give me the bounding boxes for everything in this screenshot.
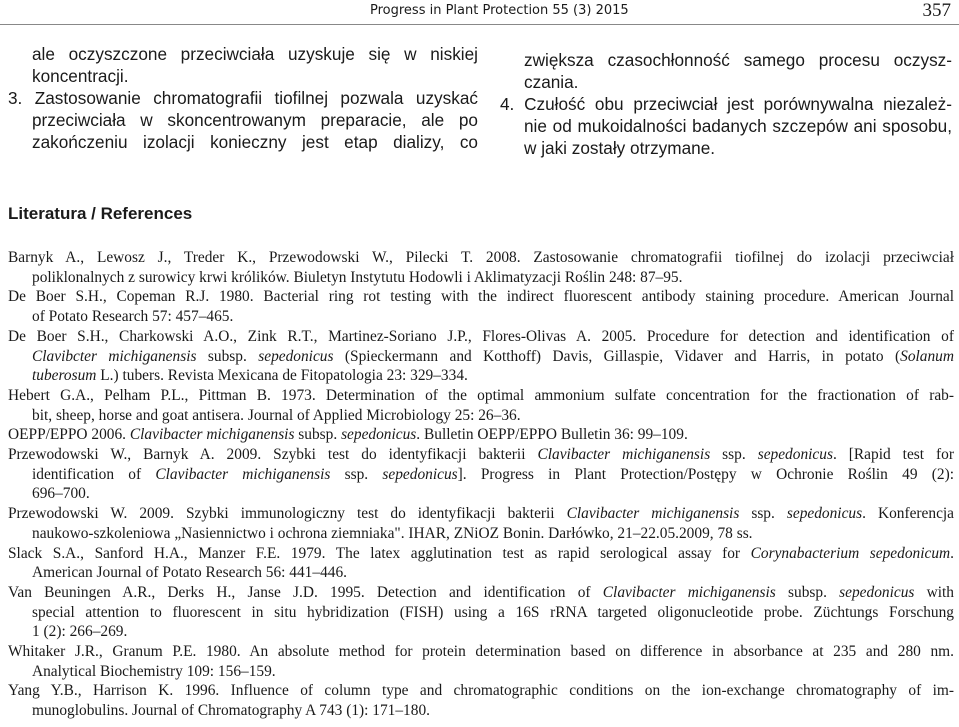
text-run: Slack S.A., Sanford H.A., Manzer F.E. 1979. The latex agglutination test as rapid serological assay for: [8, 544, 751, 562]
text-run: . Konferencja: [862, 505, 955, 523]
reference-line: [8, 465, 954, 485]
page-number: 357: [922, 0, 951, 21]
species-name: Solanum: [900, 347, 954, 365]
species-name: Clavibacter michiganensis: [602, 583, 776, 601]
text-run: subsp.: [196, 347, 259, 365]
text-run: with: [914, 583, 954, 601]
text-run: ssp.: [330, 465, 383, 483]
text-run: (Spieckermann and Kotthoff) Davis, Gillaspie, Vidaver and Harris, in potato (: [333, 347, 901, 365]
reference-line: Analytical Biochemistry 109: 156–159.: [32, 662, 276, 680]
reference-line: of Potato Research 57: 457–465.: [32, 308, 234, 326]
conclusions-left-column: [8, 43, 478, 153]
reference-line: [8, 445, 954, 465]
reference-line: [8, 504, 954, 524]
text-line: zakończeniu izolacji konieczny jest etap dializy, co: [32, 132, 478, 152]
text-run: ssp.: [710, 446, 758, 464]
text-run: subsp.: [775, 583, 840, 601]
reference-line: poliklonalnych z surowicy krwi królików. Biuletyn Instytutu Hodowli i Aklimatyzacji Roślin 248: 87–95.: [32, 268, 683, 286]
species-name: sepedonicus: [341, 426, 417, 444]
text-run: L.) tubers. Revista Mexicana de Fitopatologia 23: 329–334.: [96, 367, 468, 385]
species-name: Clavibacter michiganensis: [155, 465, 331, 483]
text-line: w jaki zostały otrzymane.: [524, 138, 716, 158]
reference-line: American Journal of Potato Research 56: 441–446.: [32, 564, 348, 582]
reference-line: munoglobulins. Journal of Chromatography A 743 (1): 171–180.: [32, 702, 430, 720]
reference-line: De Boer S.H., Copeman R.J. 1980. Bacterial ring rot testing with the indirect fluorescent antibody staining procedure. American Journal: [8, 288, 954, 306]
species-name: tuberosum: [32, 367, 97, 385]
text-run: Przewodowski W. 2009. Szybki immunologiczny test do identyfikacji bakterii: [8, 505, 567, 523]
species-name: sepedonicus: [786, 505, 863, 523]
references-heading: Literatura / References: [8, 204, 193, 223]
reference-line: [8, 544, 954, 564]
species-name: Clavibcter michiganensis: [32, 347, 197, 365]
species-name: Corynabacterium sepedonicum: [750, 544, 951, 562]
journal-title: Progress in Plant Protection 55 (3) 2015: [370, 3, 629, 18]
text-run: Przewodowski W., Barnyk A. 2009. Szybki test do identyfikacji bakterii: [8, 446, 538, 464]
reference-line: [8, 425, 954, 445]
text-run: . Bulletin OEPP/EPPO Bulletin 36: 99–109.: [416, 426, 688, 444]
text-line: przeciwciała w skoncentrowanym preparacie, ale po: [32, 110, 478, 130]
text-run: . [Rapid test for: [832, 446, 954, 464]
header-rule: [0, 24, 959, 25]
species-name: sepedonicus: [839, 583, 915, 601]
reference-line: Yang Y.B., Harrison K. 1996. Influence of column type and chromatographic conditions on the ion-exchange chromatography of im-: [8, 682, 954, 700]
reference-line: naukowo-szkoleniowa „Nasiennictwo i ochrona ziemniaka". IHAR, ZNiOZ Bonin. Darłówko, 21–22.05.2009, 78 ss.: [32, 524, 753, 542]
reference-line: special attention to fluorescent in situ hybridization (FISH) using a 16S rRNA targeted oligonucleotide probe. Züchtungs Forschung: [32, 603, 954, 621]
reference-line: Whitaker J.R., Granum P.E. 1980. An absolute method for protein determination based on difference in absorbance at 235 and 280 nm.: [8, 643, 954, 661]
text-line: zwiększa czasochłonność samego procesu oczysz-: [524, 50, 952, 70]
text-line: nie od mukoidalności badanych szczepów ani sposobu,: [524, 116, 952, 136]
text-run: ssp.: [739, 505, 787, 523]
text-line: 3. Zastosowanie chromatografii tiofilnej pozwala uzyskać: [8, 88, 478, 108]
text-run: .: [950, 544, 954, 562]
species-name: Clavibacter michiganensis: [566, 505, 740, 523]
text-run: OEPP/EPPO 2006.: [8, 426, 130, 444]
reference-line: [8, 583, 954, 603]
species-name: sepedonicus: [382, 465, 458, 483]
conclusions-right-column: [500, 49, 952, 159]
species-name: sepedonicus: [757, 446, 833, 464]
text-line: ale oczyszczone przeciwciała uzyskuje się w niskiej: [32, 44, 478, 64]
species-name: Clavibacter michiganensis: [537, 446, 711, 464]
reference-line: 696–700.: [32, 485, 90, 503]
reference-line: Hebert G.A., Pelham P.L., Pittman B. 1973. Determination of the optimal ammonium sulfate concentration for the fractionation of rab-: [8, 386, 954, 404]
species-name: sepedonicus: [258, 347, 334, 365]
reference-line: Barnyk A., Lewosz J., Treder K., Przewodowski W., Pilecki T. 2008. Zastosowanie chromatografii tiofilnej do izolacji przeciwciał: [8, 249, 954, 266]
text-line: czania.: [524, 72, 579, 92]
text-run: Van Beuningen A.R., Derks H., Janse J.D. 1995. Detection and identification of: [8, 583, 603, 601]
species-name: Clavibacter michiganensis: [129, 426, 295, 444]
reference-line: [8, 366, 954, 386]
text-run: ]. Progress in Plant Protection/Postępy w Ochronie Roślin 49 (2):: [457, 465, 954, 483]
reference-line: De Boer S.H., Charkowski A.O., Zink R.T., Martinez-Soriano J.P., Flores-Olivas A. 2005. Procedure for detection and identification of: [8, 327, 954, 345]
reference-line: bit, sheep, horse and goat antisera. Journal of Applied Microbiology 25: 26–36.: [32, 406, 521, 424]
text-run: identification of: [32, 465, 156, 483]
page-header: [0, 0, 959, 22]
text-line: 4. Czułość obu przeciwciał jest porównywalna niezależ-: [500, 94, 952, 114]
reference-line: [8, 347, 954, 367]
text-line: koncentracji.: [32, 66, 129, 86]
text-run: subsp.: [294, 426, 342, 444]
reference-line: 1 (2): 266–269.: [32, 623, 128, 641]
references-list: [8, 248, 954, 721]
